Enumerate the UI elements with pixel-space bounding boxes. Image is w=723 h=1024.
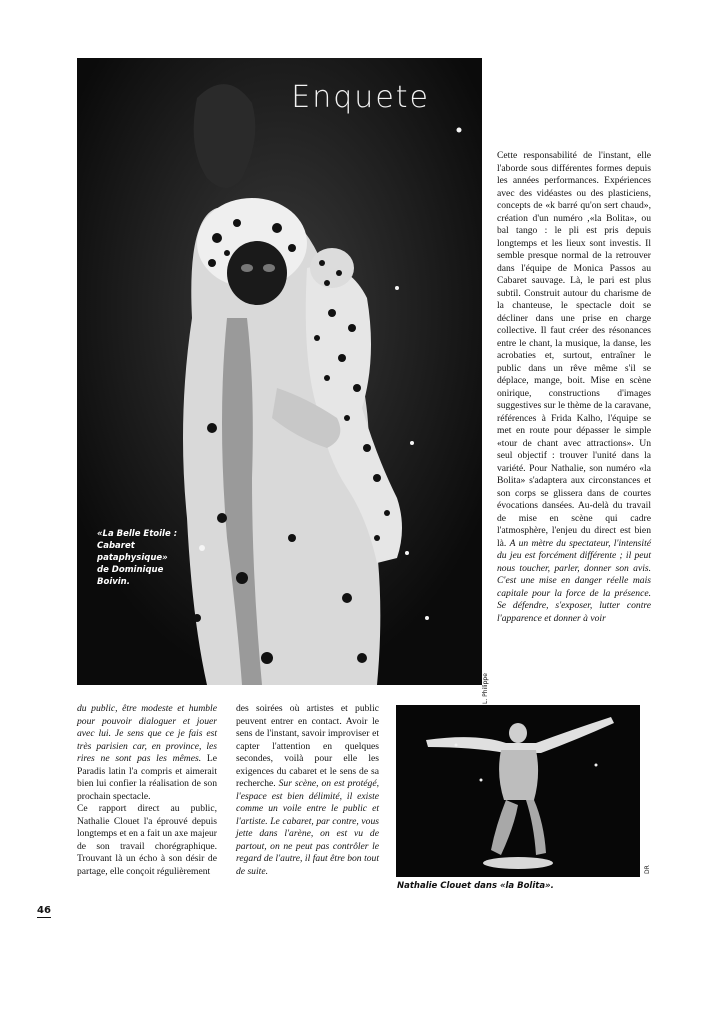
main-photo-caption	[97, 528, 215, 588]
secondary-photo-caption: Nathalie Clouet dans «la Bolita».	[397, 881, 554, 891]
main-photo	[77, 58, 482, 685]
page-number: 46	[37, 905, 51, 916]
main-photo-credit: L. Philippe	[482, 673, 489, 704]
article-column-2	[236, 703, 379, 878]
caption-line: «La Belle Etoile :	[97, 529, 178, 539]
paragraph: Cette responsabilité de l'instant, elle l'aborde sous différentes formes depuis les années performances. Expériences avec des vidéastes ou des plasticiens, concepts de «k barré qu'on sert chaud», création d'un numéro ,«la Bolita», ou bal tango : le pli est pris depuis longtemps et les lieux sont investis. Il semble presque normal de la retrouver dans l'équipe de Monica Passos au Cabaret sauvage. Là, le pari est plus subtil. Construit autour du charisme de la chanteuse, le spectacle doit se décliner dans une prise en charge collective. Il faut créer des résonances entre le chant, la musique, la danse, les acrobaties et, surtout, entraîner le public dans un rêve même s'il se déplace, mange, boit. Mise en scène onirique, constructions d'images suggestives sur le thème de la caravane, références à Frida Kalho, l'équipe se met en route pour dépasser le simple «tour de chant avec attractions». Un seul objectif : trouver l'unité dans la variété. Pour Nathalie, son numéro «la Bolita» s'adaptera aux circonstances et son corps se glissera dans de courtes évocations dansées. Au-delà du travail de mise en scène qui cadre l'atmosphère, l'enjeu du direct est bien là. A un mètre du spectateur, l'intensité du jeu est forcément différente ; il peut nous toucher, parler, donner son avis. C'est une mise en danger réelle mais capitale pour la force de la présence. Se défendre, s'exposer, lutter contre l'apparence et donner à voir	[497, 150, 651, 624]
caption-line: de Dominique	[97, 565, 164, 575]
quote: A un mètre du spectateur, l'intensité du jeu est forcément différente ; il peut nous toucher, parler, donner son avis. C'est une mise en danger réelle mais capitale pour la force de la présence. Se défendre, s'exposer, lutter contre l'apparence et donner à voir	[497, 537, 651, 624]
dancer-silhouette-illustration	[396, 705, 640, 877]
article-column-right	[497, 150, 651, 625]
performer-silhouette-illustration	[77, 58, 482, 685]
section-title: Enquete	[291, 80, 430, 115]
secondary-photo	[396, 705, 640, 877]
paragraph: Ce rapport direct au public, Nathalie Clouet l'a éprouvé depuis longtemps et en a fait un axe majeur de son travail chorégraphique. Trouvant là un écho à son désir de partage, elle conçoit régulièrement	[77, 803, 217, 877]
paragraph: des soirées où artistes et public peuvent entrer en contact. Avoir le sens de l'instant, savoir improviser et capter l'attention en quelques secondes, voilà pour elle les exigences du cabaret et le sens de sa recherche. Sur scène, on est protégé, l'espace est bien délimité, il existe comme un voile entre le public et l'artiste. Le cabaret, par contre, vous jette dans l'arène, on est vu de partout, on ne peut pas contrôler le regard de l'autre, il faut être bon tout de suite.	[236, 703, 379, 877]
article-column-1	[77, 703, 217, 878]
quote: Sur scène, on est protégé, l'espace est bien délimité, il existe comme un voile entre le public et l'artiste. Le cabaret, par contre, vous jette dans l'arène, on est vu de partout, on ne peut pas contrôler le regard de l'autre, il faut être bon tout de suite.	[236, 778, 379, 877]
quote: du public, être modeste et humble pour pouvoir dialoguer et jouer avec lui. Je sens que ce je fais est très parisien car, en province, les rires ne sont pas les mêmes.	[77, 703, 217, 764]
secondary-photo-credit: DR	[644, 865, 651, 874]
paragraph: du public, être modeste et humble pour pouvoir dialoguer et jouer avec lui. Je sens que ce je fais est très parisien car, en province, les rires ne sont pas les mêmes. Le Paradis latin l'a compris et aimerait bien lui confier la réalisation de son prochain spectacle.	[77, 703, 217, 802]
caption-line: Boivin.	[97, 577, 130, 587]
caption-line: pataphysique»	[97, 553, 168, 563]
caption-line: Cabaret	[97, 541, 135, 551]
